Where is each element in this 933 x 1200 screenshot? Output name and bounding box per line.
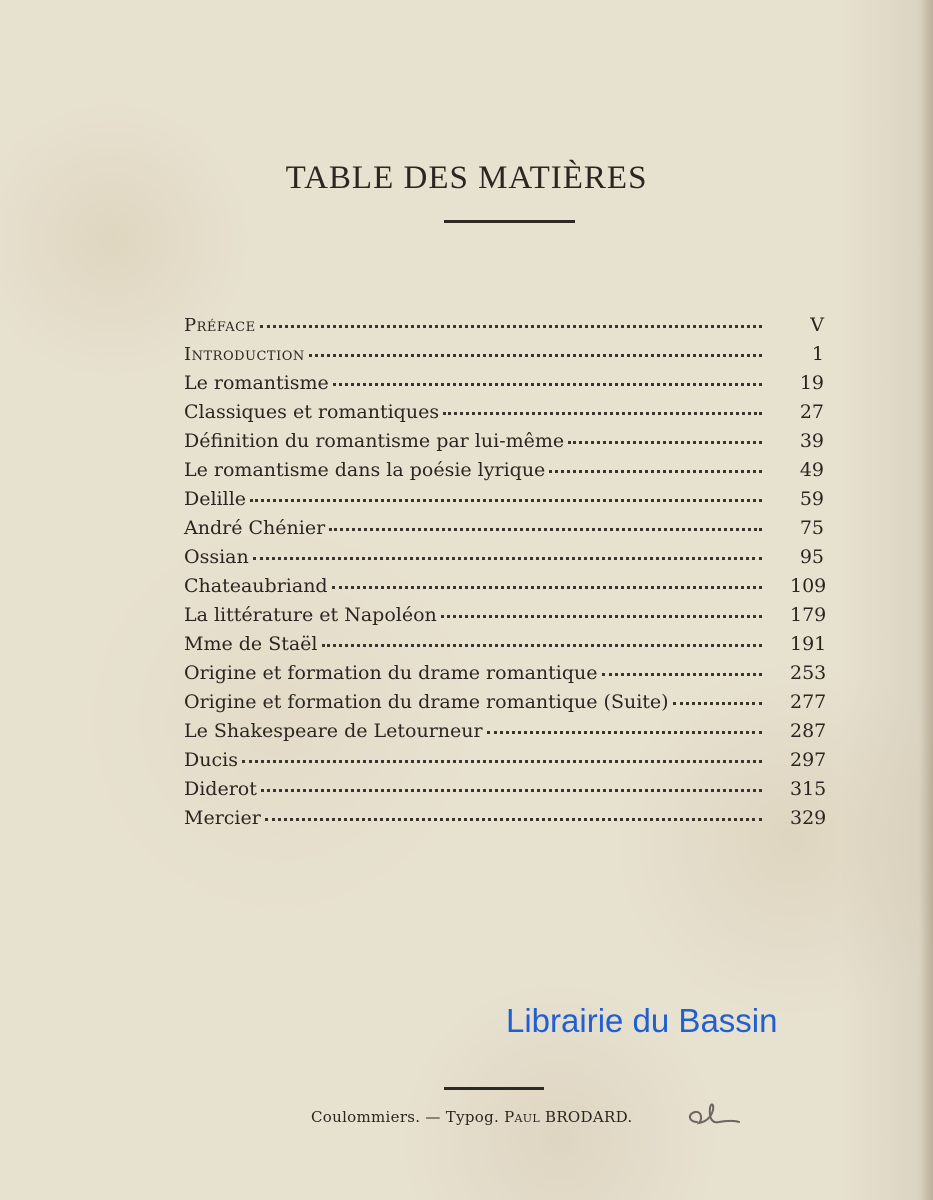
toc-row	[184, 430, 824, 459]
dot-leader	[673, 702, 762, 705]
toc-page-number: 27	[799, 401, 824, 423]
toc-row	[184, 691, 827, 720]
toc-row	[184, 662, 827, 691]
toc-page-number: 297	[790, 749, 827, 771]
dot-leader	[332, 586, 762, 589]
toc-page-number: 179	[790, 604, 827, 626]
footer-rule	[444, 1087, 544, 1090]
toc-entry-label: Diderot	[184, 778, 257, 800]
toc-page-number: 75	[799, 517, 824, 539]
dot-leader	[253, 557, 762, 560]
toc-page-number: 287	[790, 720, 827, 742]
dot-leader	[261, 789, 762, 792]
toc-row	[184, 546, 824, 575]
toc-row	[184, 778, 827, 807]
dot-leader	[265, 818, 762, 821]
toc-row	[184, 807, 827, 836]
toc-row	[184, 749, 827, 778]
dot-leader	[250, 499, 762, 502]
bookseller-watermark: Librairie du Bassin	[506, 1002, 778, 1039]
toc-page-number: 1	[811, 343, 824, 365]
dot-leader	[309, 354, 762, 357]
toc-entry-label: Le romantisme dans la poésie lyrique	[184, 459, 546, 481]
toc-row	[184, 633, 827, 662]
dot-leader	[443, 412, 762, 415]
imprint-printer: Paul BRODARD.	[504, 1108, 633, 1126]
dot-leader	[441, 615, 762, 618]
toc-page-number: 315	[790, 778, 827, 800]
toc-page-number: 59	[799, 488, 824, 510]
dot-leader	[333, 383, 762, 386]
toc-entry-label: Définition du romantisme par lui-même	[184, 430, 565, 452]
toc-entry-label: Origine et formation du drame romantique (Suite)	[184, 691, 669, 713]
toc-entry-label: Introduction	[184, 344, 305, 365]
title-rule	[444, 220, 575, 223]
toc-entry-label: Préface	[184, 315, 256, 336]
toc-row	[184, 314, 824, 343]
dot-leader	[487, 731, 762, 734]
toc-page-number: 191	[790, 633, 827, 655]
toc-page-number: 39	[799, 430, 824, 452]
dot-leader	[549, 470, 762, 473]
toc-row	[184, 575, 827, 604]
table-of-contents	[184, 314, 827, 836]
dot-leader	[329, 528, 762, 531]
toc-page-number: 277	[790, 691, 827, 713]
toc-entry-label: Delille	[184, 488, 247, 510]
toc-entry-label: Classiques et romantiques	[184, 401, 440, 423]
toc-row	[184, 517, 824, 546]
page-title: TABLE DES MATIÈRES	[285, 160, 648, 197]
toc-entry-label: Chateaubriand	[184, 575, 328, 597]
dot-leader	[242, 760, 762, 763]
dot-leader	[322, 644, 762, 647]
dot-leader	[568, 441, 762, 444]
toc-row	[184, 372, 824, 401]
printer-imprint	[311, 1108, 632, 1126]
toc-page-number: 19	[799, 372, 824, 394]
toc-page-number: 253	[790, 662, 827, 684]
toc-entry-label: Mercier	[184, 807, 261, 829]
toc-row	[184, 401, 824, 430]
toc-entry-label: Le romantisme	[184, 372, 329, 394]
toc-entry-label: André Chénier	[184, 517, 326, 539]
dot-leader	[260, 325, 762, 328]
page-gutter-shadow	[919, 0, 933, 1200]
toc-row	[184, 459, 824, 488]
toc-row	[184, 604, 827, 633]
toc-entry-label: Mme de Staël	[184, 633, 318, 655]
dot-leader	[602, 673, 762, 676]
toc-entry-label: La littérature et Napoléon	[184, 604, 437, 626]
toc-page-number: 109	[790, 575, 827, 597]
toc-page-number: 95	[799, 546, 824, 568]
toc-page-number: 49	[799, 459, 824, 481]
toc-entry-label: Ossian	[184, 546, 249, 568]
toc-entry-label: Ducis	[184, 749, 238, 771]
toc-page-number: 329	[790, 807, 827, 829]
toc-entry-label: Le Shakespeare de Letourneur	[184, 720, 483, 742]
pencil-annotation-icon	[683, 1098, 743, 1134]
toc-page-number: V	[810, 314, 824, 336]
imprint-prefix: Coulommiers. — Typog.	[311, 1108, 505, 1126]
toc-row	[184, 488, 824, 517]
toc-row	[184, 720, 827, 749]
toc-entry-label: Origine et formation du drame romantique	[184, 662, 598, 684]
toc-row	[184, 343, 824, 372]
